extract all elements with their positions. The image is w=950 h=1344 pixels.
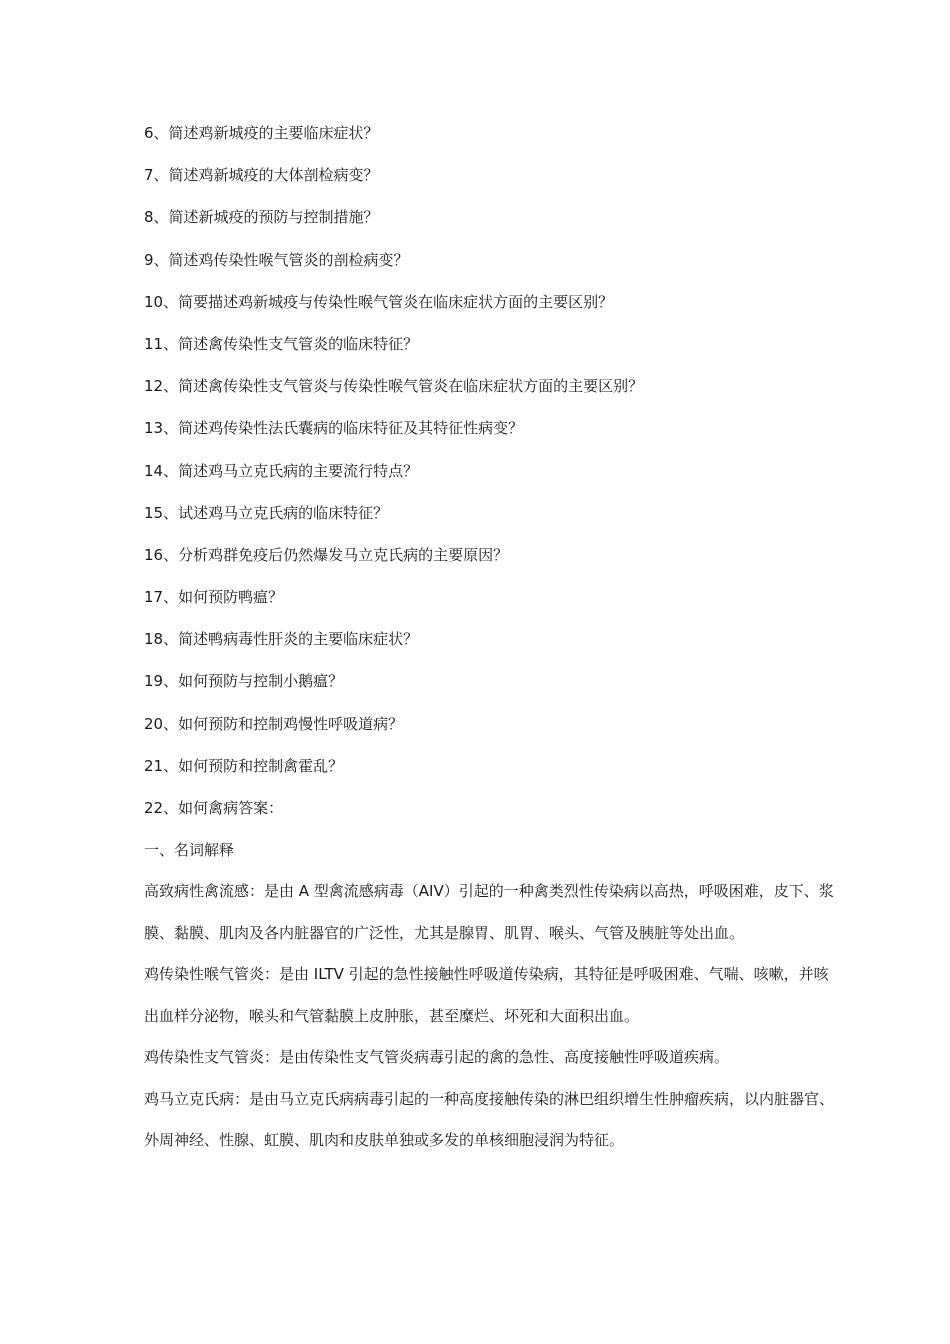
question-item: 16、分析鸡群免疫后仍然爆发马立克氏病的主要原因？ <box>144 545 509 564</box>
question-item: 22、如何禽病答案： <box>144 799 284 817</box>
document-content <box>144 122 834 1172</box>
question-item: 10、简要描述鸡新城疫与传染性喉气管炎在临床症状方面的主要区别？ <box>144 292 614 311</box>
question-item: 9、简述鸡传染性喉气管炎的剖检病变？ <box>144 250 409 269</box>
question-item: 12、简述禽传染性支气管炎与传染性喉气管炎在临床症状方面的主要区别？ <box>144 377 644 396</box>
question-item: 6、简述鸡新城疫的主要临床症状？ <box>144 124 379 142</box>
definition-paragraph: 鸡传染性喉气管炎：是由 ILTV 引起的急性接触性呼吸道传染病，其特征是呼吸困难、气喘、咳嗽，并咳出血样分泌物，喉头和气管黏膜上皮肿胀，甚至糜烂、坏死和大面积出血。 <box>144 965 829 1025</box>
question-item: 20、如何预防和控制鸡慢性呼吸道病？ <box>144 714 404 733</box>
question-item: 15、试述鸡马立克氏病的临床特征？ <box>144 503 389 522</box>
question-item: 18、简述鸭病毒性肝炎的主要临床症状？ <box>144 630 419 649</box>
section-title: 一、名词解释 <box>144 841 235 860</box>
question-item: 11、简述禽传染性支气管炎的临床特征？ <box>144 334 419 353</box>
definition-paragraph: 鸡马立克氏病：是由马立克氏病病毒引起的一种高度接触传染的淋巴组织增生性肿瘤疾病，以内脏器官、外周神经、性腺、虹膜、肌肉和皮肤单独或多发的单核细胞浸润为特征。 <box>144 1089 835 1150</box>
question-item: 13、简述鸡传染性法氏囊病的临床特征及其特征性病变？ <box>144 419 524 438</box>
question-item: 7、简述鸡新城疫的大体剖检病变？ <box>144 166 379 185</box>
question-item: 8、简述新城疫的预防与控制措施？ <box>144 208 379 227</box>
question-item: 21、如何预防和控制禽霍乱？ <box>144 756 344 775</box>
definition-paragraph: 高致病性禽流感：是由 A 型禽流感病毒（AIV）引起的一种禽类烈性传染病以高热，呼吸困难，皮下、浆膜、黏膜、肌肉及各内脏器官的广泛性，尤其是腺胃、肌胃、喉头、气管及胰脏等处出血。 <box>144 882 834 942</box>
question-item: 17、如何预防鸭瘟？ <box>144 588 284 607</box>
question-item: 19、如何预防与控制小鹅瘟？ <box>144 672 344 691</box>
definition-paragraph: 鸡传染性支气管炎：是由传染性支气管炎病毒引起的禽的急性、高度接触性呼吸道疾病。 <box>144 1048 730 1067</box>
question-item: 14、简述鸡马立克氏病的主要流行特点？ <box>144 461 419 480</box>
